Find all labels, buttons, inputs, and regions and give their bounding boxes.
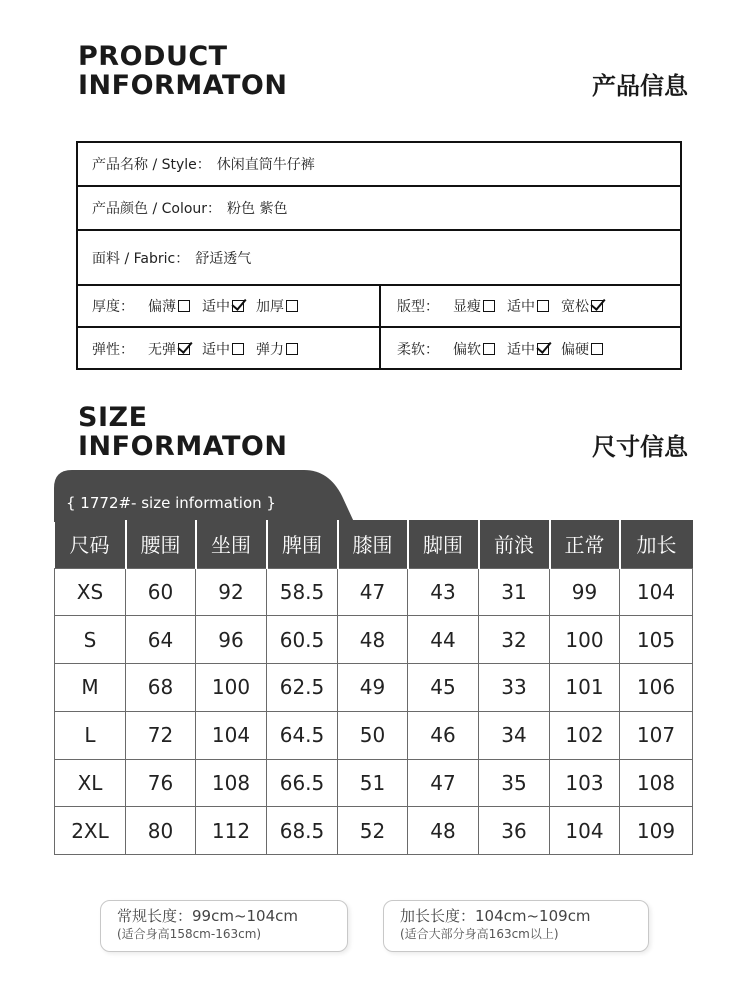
measurement-cell: 100 [550, 616, 620, 664]
header-knee: 膝围 [338, 520, 408, 568]
measurement-cell: 46 [408, 711, 479, 759]
long-length-note [383, 900, 649, 952]
measurement-cell: 96 [196, 616, 267, 664]
regular-height-text: (适合身高158cm-163cm) [117, 927, 262, 941]
measurement-cell: 43 [408, 568, 479, 616]
header-long: 加长 [620, 520, 693, 568]
size-info-heading-line2: INFORMATON [78, 431, 288, 462]
style-row [78, 143, 680, 187]
measurement-cell: 100 [196, 664, 267, 712]
elasticity-group [78, 328, 381, 370]
thickness-label: 厚度： [92, 299, 134, 315]
table-row [55, 568, 693, 616]
measurement-cell: 103 [550, 759, 620, 807]
regular-length-text: 常规长度：99cm~104cm [117, 907, 299, 925]
measurement-cell: 108 [196, 759, 267, 807]
softness-group [381, 328, 680, 370]
measurement-cell: 47 [338, 568, 408, 616]
measurement-cell: 101 [550, 664, 620, 712]
measurement-cell: 47 [408, 759, 479, 807]
measurement-cell: 76 [126, 759, 196, 807]
size-tab-label: { 1772#- size information } [66, 494, 276, 512]
colour-value: 粉色 紫色 [227, 201, 288, 217]
measurement-cell: 36 [479, 807, 550, 855]
measurement-cell: 60 [126, 568, 196, 616]
table-row [55, 759, 693, 807]
measurement-cell: 31 [479, 568, 550, 616]
measurement-cell: 68.5 [267, 807, 338, 855]
elasticity-softness-row [78, 328, 680, 370]
checkbox[interactable] [286, 300, 298, 312]
size-table-header-row [55, 520, 693, 568]
elasticity-option-stretch[interactable] [256, 339, 298, 359]
header-size: 尺码 [55, 520, 126, 568]
checkbox[interactable] [483, 300, 495, 312]
elasticity-option-medium[interactable] [202, 339, 244, 359]
colour-label: 产品颜色 / Colour： [92, 201, 222, 217]
measurement-cell: 80 [126, 807, 196, 855]
checkbox-checked[interactable] [178, 343, 190, 355]
measurement-cell: 104 [550, 807, 620, 855]
measurement-cell: 62.5 [267, 664, 338, 712]
measurement-cell: 52 [338, 807, 408, 855]
measurement-cell: 51 [338, 759, 408, 807]
measurement-cell: 72 [126, 711, 196, 759]
fabric-value: 舒适透气 [195, 250, 252, 267]
table-row [55, 807, 693, 855]
checkbox-checked[interactable] [232, 300, 244, 312]
softness-option-soft[interactable] [453, 339, 495, 359]
option-text: 偏软 [453, 342, 481, 358]
size-info-heading [78, 403, 287, 461]
measurement-cell: 105 [620, 616, 693, 664]
fit-label: 版型： [397, 299, 439, 315]
table-row [55, 711, 693, 759]
option-text: 加厚 [256, 299, 284, 315]
size-cell: XL [55, 759, 126, 807]
size-cell: L [55, 711, 126, 759]
option-text: 适中 [202, 342, 230, 358]
thickness-option-medium[interactable] [202, 296, 244, 316]
thickness-option-thick[interactable] [256, 296, 298, 316]
long-height-text: (适合大部分身高163cm以上) [400, 927, 559, 941]
elasticity-option-none[interactable] [148, 339, 190, 359]
measurement-cell: 64.5 [267, 711, 338, 759]
header-front-rise: 前浪 [479, 520, 550, 568]
measurement-cell: 106 [620, 664, 693, 712]
table-row [55, 664, 693, 712]
measurement-cell: 104 [620, 568, 693, 616]
checkbox-checked[interactable] [591, 300, 603, 312]
option-text: 适中 [202, 299, 230, 315]
measurement-cell: 48 [408, 807, 479, 855]
measurement-cell: 45 [408, 664, 479, 712]
size-info-heading-cn: 尺寸信息 [592, 433, 688, 461]
option-text: 偏硬 [561, 342, 589, 358]
option-text: 适中 [507, 299, 535, 315]
measurement-cell: 109 [620, 807, 693, 855]
header-regular: 正常 [550, 520, 620, 568]
thickness-fit-row [78, 286, 680, 328]
option-text: 无弹 [148, 342, 176, 358]
option-text: 宽松 [561, 299, 589, 315]
table-row [55, 616, 693, 664]
style-label: 产品名称 / Style： [92, 157, 211, 173]
elasticity-label: 弹性： [92, 342, 134, 358]
measurement-cell: 107 [620, 711, 693, 759]
checkbox[interactable] [178, 300, 190, 312]
size-cell: S [55, 616, 126, 664]
option-text: 适中 [507, 342, 535, 358]
header-waist: 腰围 [126, 520, 196, 568]
measurement-cell: 68 [126, 664, 196, 712]
measurement-cell: 108 [620, 759, 693, 807]
size-table [54, 520, 693, 855]
regular-length-note [100, 900, 348, 952]
measurement-cell: 44 [408, 616, 479, 664]
product-info-heading-cn: 产品信息 [592, 72, 688, 100]
size-cell: M [55, 664, 126, 712]
measurement-cell: 33 [479, 664, 550, 712]
measurement-cell: 35 [479, 759, 550, 807]
thickness-group [78, 286, 381, 326]
fit-option-slim[interactable] [453, 296, 495, 316]
thickness-option-thin[interactable] [148, 296, 190, 316]
measurement-cell: 64 [126, 616, 196, 664]
fabric-row [78, 231, 680, 286]
size-table-body [55, 568, 693, 855]
option-text: 偏薄 [148, 299, 176, 315]
measurement-cell: 32 [479, 616, 550, 664]
measurement-cell: 50 [338, 711, 408, 759]
header-thigh: 脾围 [267, 520, 338, 568]
softness-option-hard[interactable] [561, 339, 603, 359]
measurement-cell: 49 [338, 664, 408, 712]
size-info-heading-line1: SIZE [78, 402, 148, 433]
softness-label: 柔软： [397, 342, 439, 358]
fit-option-loose[interactable] [561, 296, 603, 316]
option-text: 弹力 [256, 342, 284, 358]
header-hem: 脚围 [408, 520, 479, 568]
measurement-cell: 48 [338, 616, 408, 664]
measurement-cell: 66.5 [267, 759, 338, 807]
product-info-heading-line2: INFORMATON [78, 70, 288, 101]
product-info-table [76, 141, 682, 370]
measurement-cell: 92 [196, 568, 267, 616]
colour-row [78, 187, 680, 231]
product-info-heading-line1: PRODUCT [78, 41, 228, 72]
softness-option-medium[interactable] [507, 339, 549, 359]
checkbox-checked[interactable] [537, 343, 549, 355]
checkbox[interactable] [232, 343, 244, 355]
checkbox[interactable] [537, 300, 549, 312]
header-seat: 坐围 [196, 520, 267, 568]
measurement-cell: 99 [550, 568, 620, 616]
checkbox[interactable] [483, 343, 495, 355]
measurement-cell: 112 [196, 807, 267, 855]
fabric-label: 面料 / Fabric： [92, 250, 190, 267]
long-length-text: 加长长度：104cm~109cm [400, 907, 591, 925]
measurement-cell: 102 [550, 711, 620, 759]
measurement-cell: 58.5 [267, 568, 338, 616]
size-cell: XS [55, 568, 126, 616]
checkbox[interactable] [591, 343, 603, 355]
style-value: 休闲直筒牛仔裤 [216, 157, 315, 173]
measurement-cell: 104 [196, 711, 267, 759]
measurement-cell: 60.5 [267, 616, 338, 664]
option-text: 显瘦 [453, 299, 481, 315]
product-info-heading [78, 42, 287, 100]
fit-option-regular[interactable] [507, 296, 549, 316]
size-cell: 2XL [55, 807, 126, 855]
fit-group [381, 286, 680, 326]
checkbox[interactable] [286, 343, 298, 355]
measurement-cell: 34 [479, 711, 550, 759]
